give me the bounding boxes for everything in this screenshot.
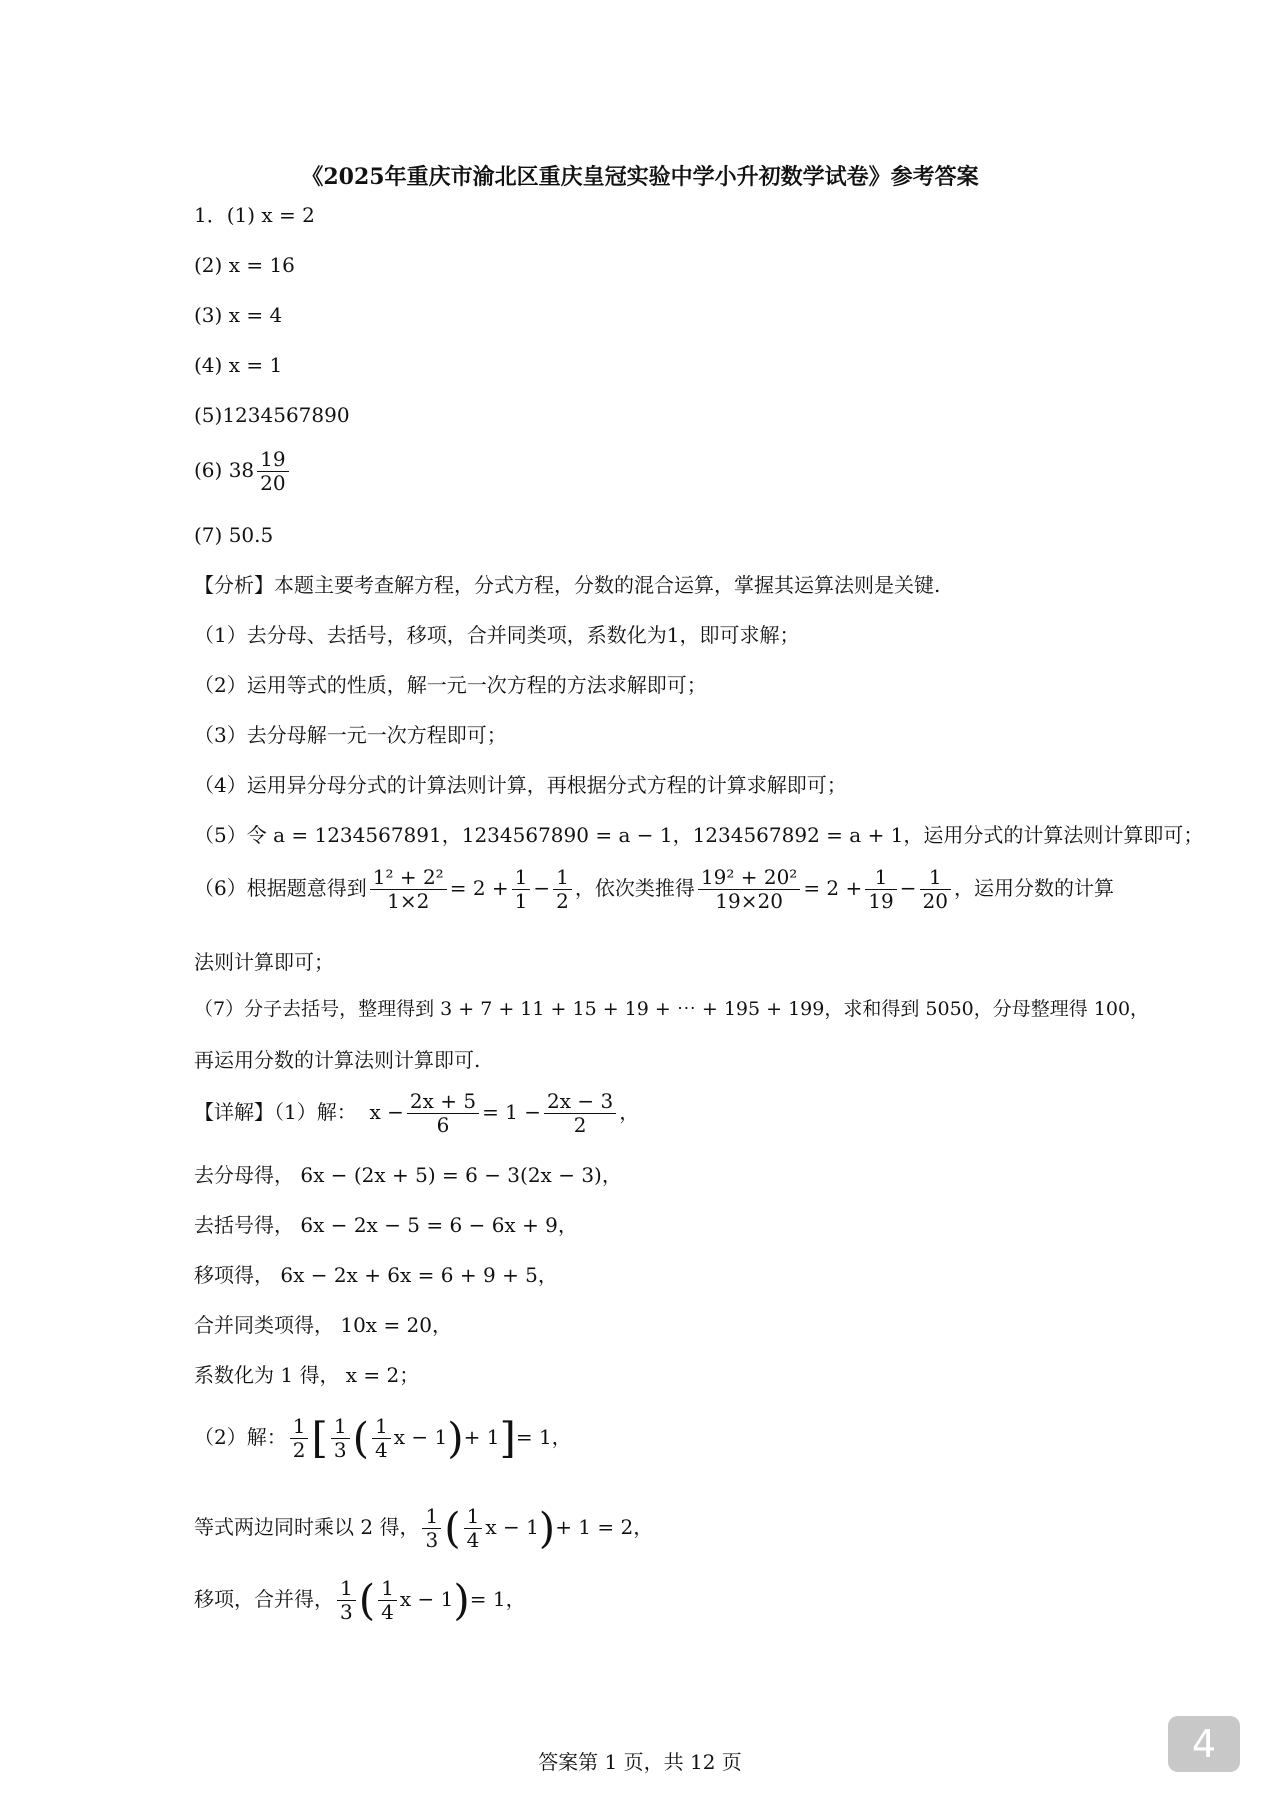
right-paren: ) <box>447 1413 464 1463</box>
fraction-numerator: 19² + 20² <box>698 866 800 890</box>
page-title: 《2025年重庆市渝北区重庆皇冠实验中学小升初数学试卷》参考答案 <box>301 164 979 190</box>
fraction-denominator: 6 <box>436 1113 450 1137</box>
analysis-6-fraction-4 <box>698 866 800 913</box>
left-paren: ( <box>358 1575 376 1625</box>
answer-6-fraction <box>257 448 288 495</box>
analysis-6-fraction-3 <box>553 866 572 913</box>
analysis-6-text-c: ，运用分数的计算 <box>953 876 1114 900</box>
fraction-numerator: 1 <box>920 866 951 890</box>
left-paren: ( <box>352 1413 369 1463</box>
fraction-third <box>331 1415 350 1462</box>
fraction-denominator: 4 <box>374 1438 388 1462</box>
analysis-6 <box>194 866 1114 913</box>
fraction-denominator: 2 <box>292 1438 306 1462</box>
detail-step-2: 去括号得， 6x − 2x − 5 = 6 − 6x + 9， <box>194 1213 578 1237</box>
equation-term: = 1， <box>515 1425 572 1449</box>
detail-step-1: 去分母得， 6x − (2x + 5) = 6 − 3(2x − 3)， <box>194 1163 622 1187</box>
fraction-denominator: 19×20 <box>715 889 783 913</box>
minus-sign: − <box>533 876 551 900</box>
analysis-6-text-b: ，依次类推得 <box>574 876 695 900</box>
detail-1-fraction-1 <box>407 1090 479 1137</box>
analysis-6-fraction-6 <box>920 866 951 913</box>
detail-step-7 <box>194 1577 526 1624</box>
equation-term: x − 1 <box>399 1587 454 1611</box>
right-bracket: ] <box>499 1413 516 1463</box>
fraction-denominator: 3 <box>333 1438 347 1462</box>
step-text: 等式两边同时乘以 2 得， <box>194 1515 420 1539</box>
answer-4: (4) x = 1 <box>194 353 283 377</box>
analysis-2: （2）运用等式的性质，解一元一次方程的方法求解即可； <box>194 673 707 697</box>
fraction-denominator: 20 <box>922 889 948 913</box>
equation-term: x − 1 <box>485 1515 539 1539</box>
fraction-numerator: 1 <box>337 1577 356 1601</box>
page-footer: 答案第 1 页，共 12 页 <box>538 1750 742 1774</box>
analysis-intro: 【分析】本题主要考查解方程，分式方程，分数的混合运算，掌握其运算法则是关键. <box>194 573 941 597</box>
analysis-6-fraction-2 <box>512 866 531 913</box>
fraction-quarter <box>372 1415 391 1462</box>
equals-text: = 2 + <box>803 876 863 900</box>
analysis-3: （3）去分母解一元一次方程即可； <box>194 723 507 747</box>
fraction-denominator: 1 <box>514 889 528 913</box>
answer-2: (2) x = 16 <box>194 253 295 277</box>
answer-6 <box>194 448 292 495</box>
equation-term: + 1 <box>463 1425 500 1449</box>
fraction-numerator: 1 <box>865 866 896 890</box>
page-number-badge[interactable]: 4 <box>1168 1716 1240 1772</box>
fraction-denominator: 19 <box>868 889 894 913</box>
fraction-quarter <box>464 1505 483 1552</box>
equation-term: = 1 − <box>482 1100 542 1124</box>
fraction-denominator: 4 <box>381 1600 394 1624</box>
analysis-4: （4）运用异分母分式的计算法则计算，再根据分式方程的计算求解即可； <box>194 773 847 797</box>
detail-1-equation <box>194 1090 639 1137</box>
fraction-denominator: 3 <box>425 1528 439 1552</box>
minus-sign: − <box>899 876 917 900</box>
right-paren: ) <box>538 1503 556 1553</box>
step-text: 移项，合并得， <box>194 1587 334 1611</box>
fraction-quarter <box>378 1577 397 1624</box>
fraction-half <box>290 1415 309 1462</box>
answer-6-prefix: (6) 38 <box>194 458 255 482</box>
analysis-6-continued: 法则计算即可； <box>194 950 334 974</box>
fraction-numerator: 1 <box>553 866 572 890</box>
detail-1-fraction-2 <box>544 1090 616 1137</box>
analysis-1: （1）去分母、去括号，移项，合并同类项，系数化为1，即可求解； <box>194 623 800 647</box>
fraction-numerator: 1 <box>512 866 531 890</box>
left-bracket: [ <box>311 1413 328 1463</box>
fraction-third <box>337 1577 356 1624</box>
analysis-5: （5）令 a = 1234567891，1234567890 = a − 1，1234567892 = a + 1，运用分式的计算法则计算即可； <box>194 823 1204 847</box>
fraction-numerator: 1 <box>378 1577 397 1601</box>
fraction-numerator: 1 <box>464 1505 483 1529</box>
answer-6-numerator: 19 <box>257 448 288 472</box>
answer-5: (5)1234567890 <box>194 403 350 427</box>
detail-step-5: 系数化为 1 得， x = 2； <box>194 1363 420 1387</box>
analysis-7: （7）分子去括号，整理得到 3 + 7 + 11 + 15 + 19 + ⋯ + 195 + 199，求和得到 5050，分母整理得 100， <box>194 998 1150 1020</box>
analysis-6-fraction-1 <box>370 866 447 913</box>
analysis-7-continued: 再运用分数的计算法则计算即可. <box>194 1048 481 1072</box>
equation-term: = 1， <box>469 1587 526 1611</box>
fraction-numerator: 1 <box>422 1505 441 1529</box>
equation-term: x − 1 <box>393 1425 448 1449</box>
fraction-numerator: 1 <box>290 1415 309 1439</box>
answer-3: (3) x = 4 <box>194 303 283 327</box>
fraction-third <box>422 1505 441 1552</box>
fraction-numerator: 1² + 2² <box>370 866 447 890</box>
punctuation: ， <box>619 1100 640 1124</box>
equation-term: + 1 <box>555 1515 592 1539</box>
detail-label: （2）解： <box>194 1425 287 1449</box>
fraction-denominator: 4 <box>466 1528 480 1552</box>
fraction-denominator: 1×2 <box>387 889 430 913</box>
answer-6-denominator: 20 <box>260 471 286 495</box>
fraction-numerator: 1 <box>331 1415 350 1439</box>
fraction-denominator: 3 <box>340 1600 353 1624</box>
fraction-denominator: 2 <box>573 1113 587 1137</box>
detail-step-3: 移项得， 6x − 2x + 6x = 6 + 9 + 5， <box>194 1263 558 1287</box>
fraction-numerator: 2x − 3 <box>544 1090 616 1114</box>
equals-text: = 2 + <box>449 876 509 900</box>
answer-1: 1．(1) x = 2 <box>194 203 315 227</box>
equation-term: x − <box>369 1100 404 1124</box>
left-paren: ( <box>444 1503 461 1553</box>
analysis-6-fraction-5 <box>865 866 896 913</box>
fraction-numerator: 1 <box>372 1415 391 1439</box>
answer-7: (7) 50.5 <box>194 523 274 547</box>
equation-term: = 2， <box>597 1515 654 1539</box>
analysis-6-text-a: （6）根据题意得到 <box>194 876 367 900</box>
detail-step-6 <box>194 1505 653 1552</box>
detail-step-4: 合并同类项得， 10x = 20， <box>194 1313 453 1337</box>
right-paren: ) <box>453 1575 470 1625</box>
fraction-denominator: 2 <box>556 889 569 913</box>
detail-label: 【详解】（1）解： <box>194 1100 357 1124</box>
detail-2-equation <box>194 1415 572 1462</box>
fraction-numerator: 2x + 5 <box>407 1090 479 1114</box>
